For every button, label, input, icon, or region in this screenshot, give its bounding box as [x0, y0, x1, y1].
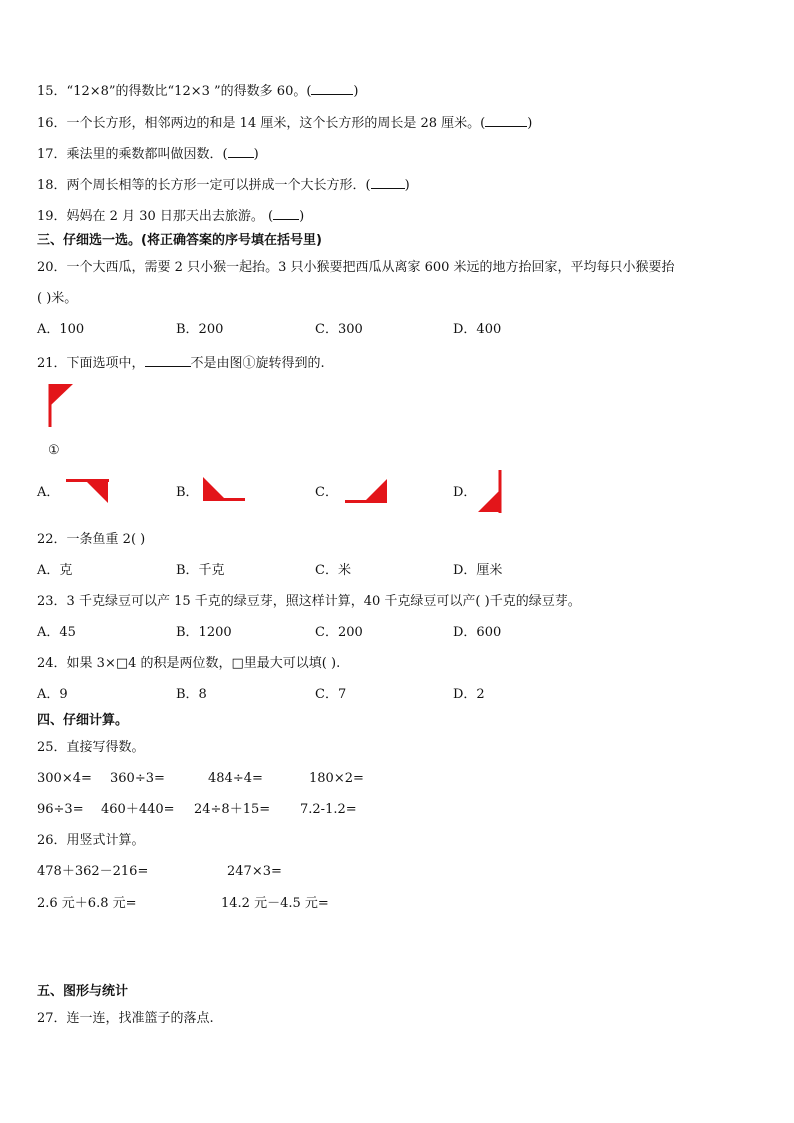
question-15 [37, 82, 359, 101]
question-24: 24．如果 3×□4 的积是两位数，□里最大可以填( ). [37, 656, 341, 671]
calc-item: 96÷3= [37, 802, 84, 817]
figure-label: ① [48, 443, 60, 458]
q22-option-b[interactable]: B．千克 [176, 563, 225, 578]
question-17-text: 17．乘法里的乘数都叫做因数．( [37, 147, 228, 162]
question-19-text: 19．妈妈在 2 月 30 日那天出去旅游。 ( [37, 209, 274, 224]
q20-option-a[interactable]: A．100 [37, 322, 85, 337]
calc-item: 460＋440= [101, 802, 175, 817]
q21-option-a[interactable]: A． [37, 485, 60, 500]
q21-option-b[interactable]: B． [176, 485, 199, 500]
q20-option-c[interactable]: C．300 [315, 322, 363, 337]
answer-blank[interactable] [273, 207, 299, 220]
q21-option-c[interactable]: C． [315, 485, 338, 500]
q24-option-c[interactable]: C．7 [315, 687, 347, 702]
calc-item: 478＋362－216= [37, 864, 149, 879]
paren-close: ) [299, 209, 305, 224]
section-4-title: 四、仔细计算。 [37, 713, 129, 728]
question-20-line2: ( )米。 [37, 291, 78, 306]
calc-item: 300×4= [37, 771, 92, 786]
answer-blank[interactable] [311, 82, 353, 95]
question-27: 27．连一连，找准篮子的落点. [37, 1011, 214, 1026]
question-21-text-end: 不是由图①旋转得到的. [190, 356, 325, 371]
flag-option-c[interactable] [343, 477, 391, 505]
question-21-text: 21．下面选项中， [37, 356, 145, 371]
question-18-text: 18．两个周长相等的长方形一定可以拼成一个大长方形．( [37, 178, 371, 193]
q24-option-d[interactable]: D．2 [453, 687, 485, 702]
q23-option-d[interactable]: D．600 [453, 625, 502, 640]
answer-blank[interactable] [485, 114, 527, 127]
question-19 [37, 207, 304, 226]
q22-option-d[interactable]: D．厘米 [453, 563, 503, 578]
question-21 [37, 354, 325, 373]
question-16 [37, 114, 532, 133]
section-5-title: 五、图形与统计 [37, 984, 129, 999]
paren-close: ) [404, 178, 410, 193]
question-17 [37, 145, 259, 164]
flag-figure-1 [46, 381, 76, 429]
calc-item: 484÷4= [208, 771, 263, 786]
calc-item: 247×3= [227, 864, 282, 879]
question-22: 22．一条鱼重 2( ) [37, 532, 146, 547]
paren-close: ) [353, 84, 359, 99]
q23-option-c[interactable]: C．200 [315, 625, 363, 640]
paren-close: ) [527, 116, 533, 131]
q21-option-d[interactable]: D． [453, 485, 477, 500]
q23-option-b[interactable]: B．1200 [176, 625, 232, 640]
answer-blank[interactable] [228, 145, 254, 158]
calc-item: 360÷3= [110, 771, 165, 786]
question-15-text: 15．“12×8”的得数比“12×3 ”的得数多 60。( [37, 84, 312, 99]
flag-option-d[interactable] [476, 468, 506, 516]
q20-option-d[interactable]: D．400 [453, 322, 502, 337]
q23-option-a[interactable]: A．45 [37, 625, 76, 640]
calc-item: 24÷8＋15= [194, 802, 271, 817]
calc-item: 14.2 元－4.5 元= [221, 896, 329, 911]
section-3-title: 三、仔细选一选。(将正确答案的序号填在括号里) [37, 233, 322, 248]
q20-option-b[interactable]: B．200 [176, 322, 224, 337]
calc-item: 2.6 元＋6.8 元= [37, 896, 137, 911]
flag-option-b[interactable] [201, 475, 249, 503]
calc-item: 7.2-1.2= [300, 802, 357, 817]
paren-close: ) [253, 147, 259, 162]
question-23: 23．3 千克绿豆可以产 15 千克的绿豆芽，照这样计算，40 千克绿豆可以产( )千克的绿豆芽。 [37, 594, 581, 609]
q24-option-b[interactable]: B．8 [176, 687, 207, 702]
q22-option-c[interactable]: C．米 [315, 563, 351, 578]
question-16-text: 16．一个长方形，相邻两边的和是 14 厘米，这个长方形的周长是 28 厘米。( [37, 116, 486, 131]
question-26-title: 26．用竖式计算。 [37, 833, 145, 848]
q24-option-a[interactable]: A．9 [37, 687, 68, 702]
question-20-line1: 20．一个大西瓜，需要 2 只小猴一起抬。3 只小猴要把西瓜从离家 600 米远的地方抬回家，平均每只小猴要抬 [37, 260, 675, 275]
question-18 [37, 176, 410, 195]
flag-option-a[interactable] [64, 478, 112, 506]
calc-item: 180×2= [309, 771, 364, 786]
answer-blank[interactable] [145, 354, 191, 367]
question-25-title: 25．直接写得数。 [37, 740, 145, 755]
q22-option-a[interactable]: A．克 [37, 563, 73, 578]
answer-blank[interactable] [371, 176, 405, 189]
